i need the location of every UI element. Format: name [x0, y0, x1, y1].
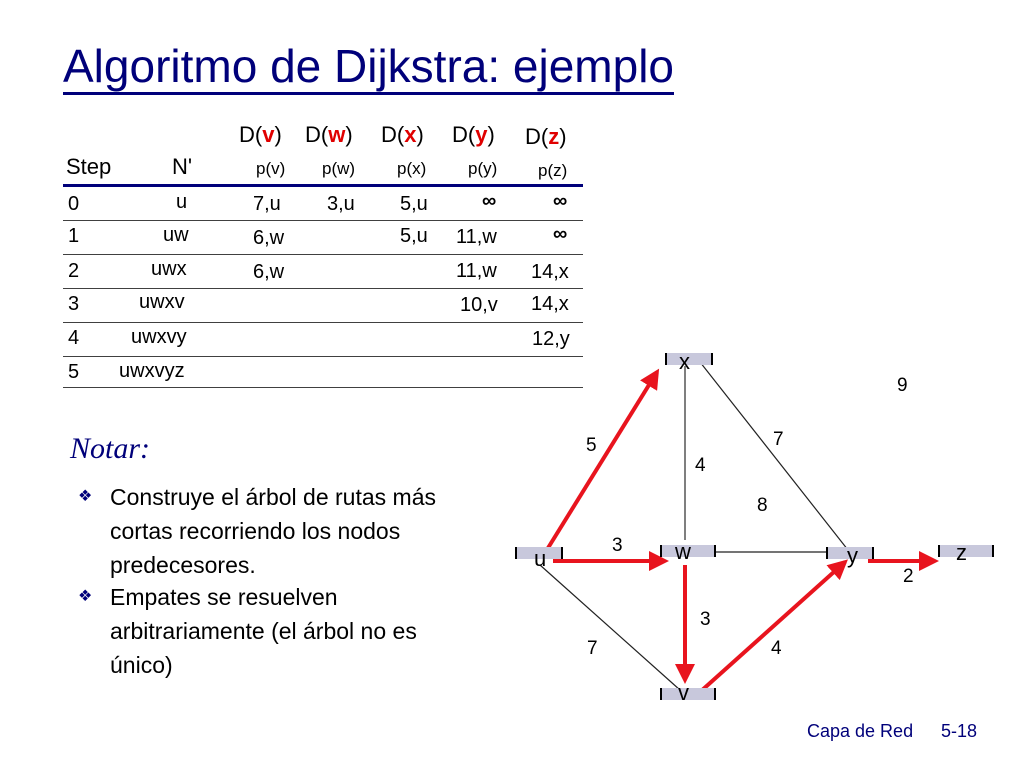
footer-chapter: Capa de Red — [807, 721, 914, 741]
header-pw: p(w) — [322, 159, 356, 178]
cell-y: ∞ — [482, 190, 497, 212]
cell-y: 11,w — [456, 260, 497, 282]
cell-step: 4 — [68, 327, 80, 349]
notes-heading: Notar: — [70, 432, 151, 465]
cell-n: uw — [163, 224, 189, 246]
header-pz: p(z) — [538, 161, 568, 180]
header-px: p(x) — [397, 159, 427, 178]
diamond-bullet-icon: ❖ — [78, 488, 93, 505]
weight-w-x: 4 — [695, 455, 706, 476]
weight-u-v: 7 — [587, 638, 598, 659]
cell-v: 6,w — [253, 227, 285, 249]
page-number: 5-18 — [941, 721, 978, 741]
cell-x: 5,u — [400, 225, 428, 247]
header-dx: D(x) — [381, 122, 424, 147]
weight-w-y: 8 — [757, 495, 768, 516]
cell-z: 12,y — [532, 328, 570, 350]
cell-step: 0 — [68, 193, 80, 215]
cell-v: 7,u — [253, 193, 281, 215]
weight-u-x: 5 — [586, 435, 597, 456]
node-label-z: z — [956, 540, 967, 565]
cell-v: 6,w — [253, 261, 285, 283]
header-py: p(y) — [468, 159, 498, 178]
header-nprime: N' — [172, 154, 193, 179]
cell-y: 10,v — [460, 294, 498, 316]
cell-step: 5 — [68, 361, 80, 383]
node-label-x: x — [679, 349, 690, 374]
header-pv: p(v) — [256, 159, 286, 178]
cell-n: uwxv — [139, 291, 185, 313]
cell-step: 2 — [68, 260, 80, 282]
header-dy: D(y) — [452, 122, 495, 147]
cell-z: 14,x — [531, 293, 569, 315]
cell-n: uwxvy — [131, 326, 187, 348]
weight-u-w: 3 — [612, 535, 623, 556]
edge-x-y — [700, 362, 848, 550]
edge-u-v — [540, 565, 680, 690]
node-label-w: w — [675, 539, 691, 564]
cell-n: uwx — [151, 258, 187, 280]
cell-step: 1 — [68, 225, 80, 247]
edge-u-x — [548, 372, 657, 548]
header-dw: D(w) — [305, 122, 353, 147]
cell-n: uwxvyz — [119, 360, 185, 382]
cell-z: 14,x — [531, 261, 569, 283]
weight-x-y: 7 — [773, 429, 784, 450]
node-label-y: y — [847, 543, 858, 568]
note-text: Empates se resuelven arbitrariamente (el árbol no es único) — [110, 584, 417, 678]
cell-step: 3 — [68, 293, 80, 315]
node-label-u: u — [534, 546, 547, 571]
edge-v-y — [700, 562, 845, 692]
header-dz: D(z) — [525, 124, 567, 149]
weight-v-y: 4 — [771, 638, 782, 659]
weight-y-z: 2 — [903, 566, 914, 587]
header-step: Step — [66, 154, 112, 179]
slide-title: Algoritmo de Dijkstra: ejemplo — [63, 40, 674, 95]
weight-x-z: 9 — [897, 375, 908, 396]
note-text: Construye el árbol de rutas más cortas recorriendo los nodos predecesores. — [110, 484, 436, 578]
node-label-v: v — [678, 680, 689, 705]
header-dv: D(v) — [239, 122, 282, 147]
cell-z: ∞ — [553, 190, 568, 212]
weight-w-v: 3 — [700, 609, 711, 630]
cell-x: 5,u — [400, 193, 428, 215]
cell-n: u — [176, 191, 188, 213]
cell-z: ∞ — [553, 223, 568, 245]
diamond-bullet-icon: ❖ — [78, 588, 93, 605]
cell-y: 11,w — [456, 226, 497, 248]
cell-w: 3,u — [327, 193, 355, 215]
